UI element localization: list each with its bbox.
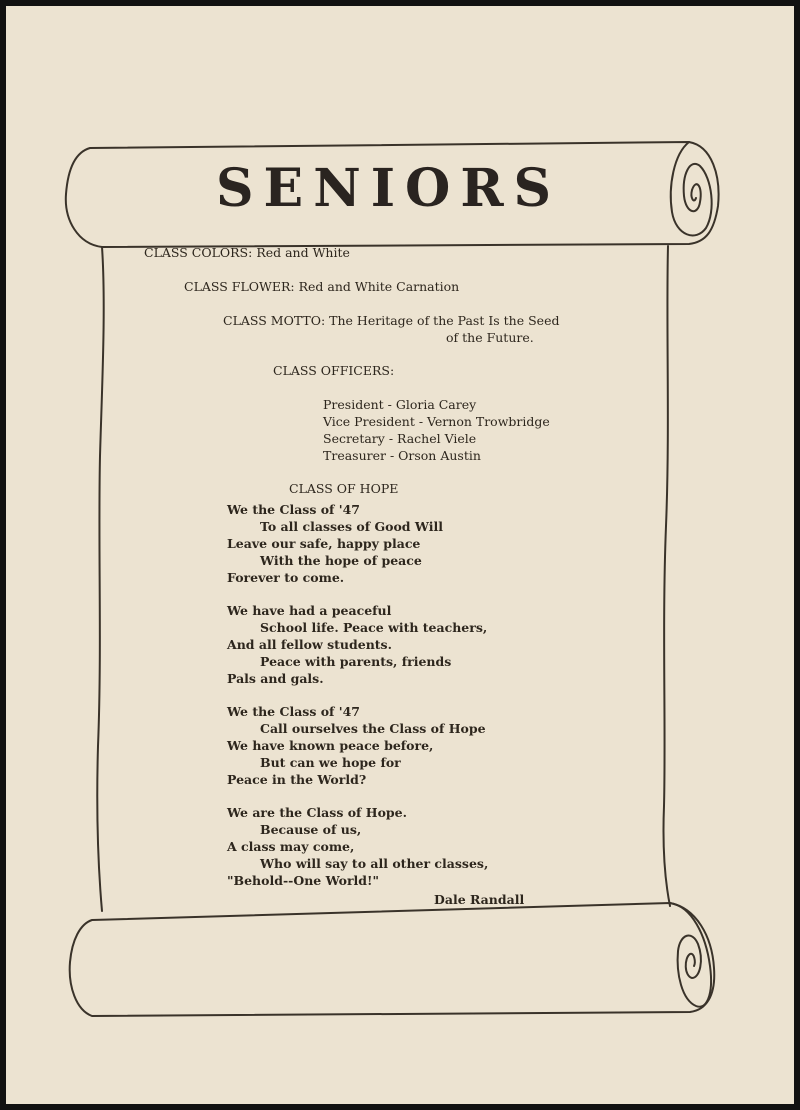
poem-line: "Behold--One World!" (227, 873, 380, 888)
bottom-roll-outline (70, 903, 715, 1016)
officer-vice-president: Vice President - Vernon Trowbridge (323, 414, 550, 429)
poem-line: But can we hope for (260, 755, 401, 770)
scroll-left-edge (97, 247, 103, 911)
class-flower-value: Red and White Carnation (298, 279, 460, 294)
poem-line: We the Class of '47 (227, 502, 361, 517)
class-motto-line1: The Heritage of the Past Is the Seed (329, 313, 560, 328)
poem-line: Leave our safe, happy place (227, 536, 421, 551)
poem-line: We have had a peaceful (227, 603, 392, 618)
poem (227, 501, 488, 889)
officer-secretary: Secretary - Rachel Viele (323, 431, 477, 446)
class-colors-value: Red and White (256, 245, 350, 260)
top-roll-spiral (671, 142, 712, 235)
poem-line: Peace with parents, friends (260, 654, 452, 669)
officer-president: President - Gloria Carey (323, 397, 477, 412)
poem-line: We have known peace before, (227, 738, 434, 753)
officer-treasurer: Treasurer - Orson Austin (323, 448, 481, 463)
poem-title: CLASS OF HOPE (289, 481, 399, 496)
page-title: SENIORS (216, 158, 562, 219)
poem-line: Forever to come. (227, 570, 345, 585)
poem-line: School life. Peace with teachers, (260, 620, 488, 635)
poem-line: To all classes of Good Will (260, 519, 443, 534)
class-motto-line2: of the Future. (446, 330, 534, 345)
scroll-right-edge (663, 246, 670, 906)
poem-line: Peace in the World? (227, 772, 367, 787)
poem-author: Dale Randall (434, 892, 525, 907)
officers-list (323, 396, 550, 464)
class-colors-label: CLASS COLORS: (144, 245, 253, 260)
poem-line: We are the Class of Hope. (227, 805, 407, 820)
poem-line: We the Class of '47 (227, 704, 361, 719)
poem-line: Pals and gals. (227, 671, 324, 686)
class-motto (223, 312, 559, 329)
poem-line: Who will say to all other classes, (260, 856, 489, 871)
class-motto-label: CLASS MOTTO: (223, 313, 326, 328)
poem-line: Because of us, (260, 822, 362, 837)
class-flower (184, 278, 459, 295)
class-flower-label: CLASS FLOWER: (184, 279, 295, 294)
poem-line: And all fellow students. (227, 637, 392, 652)
poem-line: With the hope of peace (260, 553, 422, 568)
class-colors (144, 244, 350, 261)
poem-line: Call ourselves the Class of Hope (260, 721, 486, 736)
poem-line: A class may come, (227, 839, 355, 854)
class-officers-label: CLASS OFFICERS: (273, 363, 395, 378)
bottom-roll-spiral (670, 903, 711, 1007)
